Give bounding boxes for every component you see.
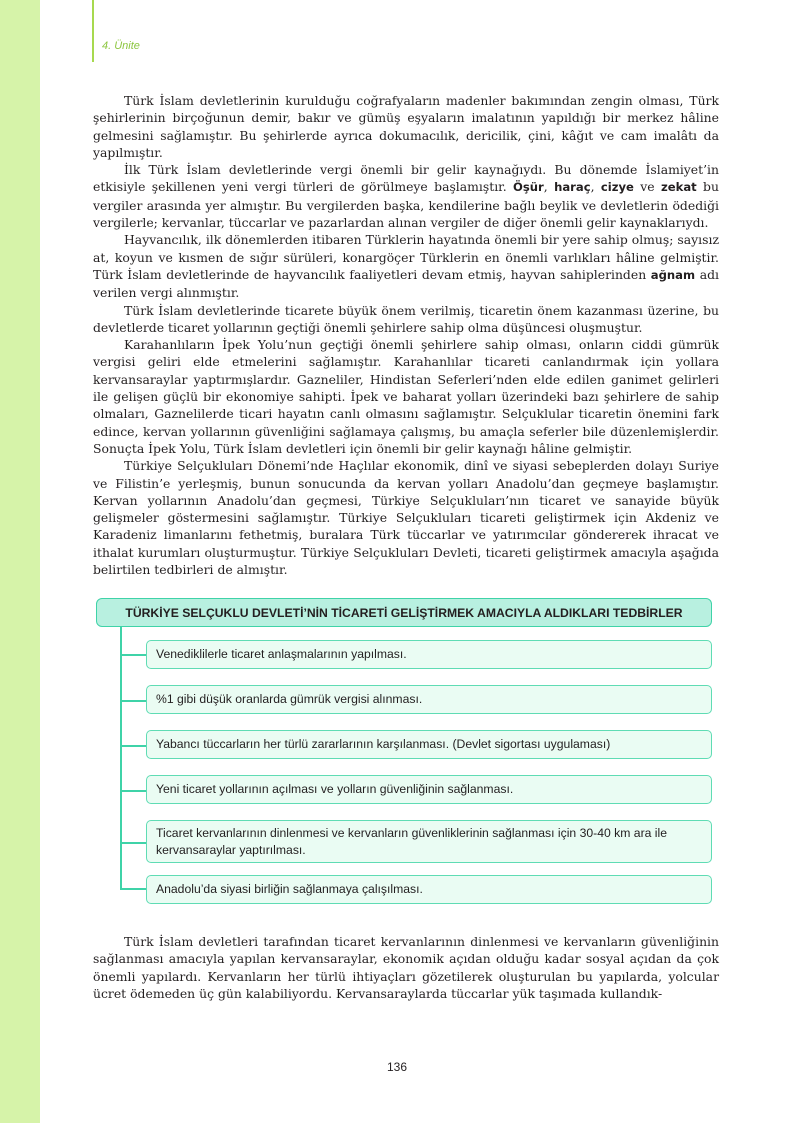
paragraph-karakhanids: Karahanlıların İpek Yolu’nun geçtiği önemli şehirlere sahip olması, onların ciddi gümrük vergisi geliri elde etmelerini sağlamıştır. Karahanlılar ticareti canlandırmak için yollara kervansaraylar yaptırmışlardır. Gazneliler, Hindistan Seferleri’nden elde edilen ganimet gelirleri ile gelişen güçlü bir ekonomiye sahipti. İpek ve baharat yolları üzerindeki bazı şehirlere de sahip olmaları, Gaznelilerde ticari hayatın canlı olmasını sağlamıştır. Selçuklular ticaretin önemini fark edince, kervan yollarının güvenliğini sağlamaya çalışmış, bu amaçla seferler bile düzenlemişlerdir. Sonuçta İpek Yolu, Türk İslam devletleri için önemli bir gelir kaynağı hâline gelmiştir. — [93, 337, 719, 456]
paragraph-trade: Türk İslam devletlerinde ticarete büyük önem verilmiş, ticaretin önem kazanması üzerine, bu devletlerde ticaret yollarının geçtiği önemli şehirlere sahip olma düşüncesi oluşmuştur. — [93, 302, 719, 335]
text-segment: ve — [633, 179, 661, 195]
term-cizye: cizye — [600, 180, 634, 195]
tree-connector-line — [120, 626, 122, 888]
measure-item: Yabancı tüccarların her türlü zararlarının karşılanması. (Devlet sigortası uygulaması) — [146, 730, 712, 759]
measure-item: Venediklilerle ticaret anlaşmalarının yapılması. — [146, 640, 712, 669]
header-divider-line — [92, 0, 94, 62]
closing-text — [93, 933, 719, 1002]
term-zekat: zekat — [661, 180, 697, 195]
paragraph-caravanserais: Türk İslam devletleri tarafından ticaret kervanlarının dinlenmesi ve kervanların güvenliğinin sağlanması amacıyla yapılan kervansaraylar, ekonomik açıdan olduğu kadar sosyal açıdan da çok önemli yapılardı. Kervanların her türlü ihtiyaçları gözetilerek oluşturulan bu yapılarda, yolcular ücret ödemeden üç gün kalabiliyordu. Kervansaraylarda tüccarlar yük taşımada kullandık- — [93, 934, 719, 1001]
tree-branch — [120, 654, 146, 656]
tree-branch — [120, 888, 146, 890]
measure-item: Ticaret kervanlarının dinlenmesi ve kervanların güvenliklerinin sağlanması için 30-40 km ara ile kervansaraylar yaptırılması. — [146, 820, 712, 863]
text-segment: , — [590, 179, 601, 195]
term-osur: Öşür — [513, 180, 544, 195]
text-segment: bu vergiler arasında yer almıştır. Bu vergilerden başka, kendilerine bağlı beylik ve devletlerin ödediği vergilerle; kervanlar, tüccarlar ve pazarlardan alınan vergiler de diğer önemli gelir kaynaklarıydı. — [93, 179, 719, 231]
text-segment: Hayvancılık, ilk dönemlerden itibaren Türklerin hayatında önemli bir yere sahip olmuş; sayısız at, koyun ve kısmen de sığır sürüleri, konargöçer Türklerin en önemli varlıkları hâline gelmiştir. Türk İslam devletlerinde de hayvancılık faaliyetleri devam etmiş, hayvan sahiplerinden — [93, 232, 719, 282]
text-segment: adı verilen vergi alınmıştır. — [93, 266, 719, 301]
main-text — [93, 92, 719, 578]
tree-branch — [120, 790, 146, 792]
paragraph-mining: Türk İslam devletlerinin kurulduğu coğrafyaların madenler bakımından zengin olması, Türk şehirlerinin birçoğunun demir, bakır ve gümüş eşyaların imalatının yapıldığı bir merkez hâline gelmesini sağlamıştır. Bu şehirlerde ayrıca dokumacılık, dericilik, çini, kâğıt ve cam imalâtı da yapılmıştır. — [93, 93, 719, 160]
term-harac: haraç — [554, 180, 591, 195]
tree-branch — [120, 700, 146, 702]
page-number: 136 — [386, 1060, 408, 1074]
term-agnam: ağnam — [650, 267, 696, 282]
measure-item: Anadolu’da siyasi birliğin sağlanmaya çalışılması. — [146, 875, 712, 904]
tree-branch — [120, 745, 146, 747]
side-color-strip — [0, 0, 40, 1123]
measures-title: TÜRKİYE SELÇUKLU DEVLETİ’NİN TİCARETİ GELİŞTİRMEK AMACIYLA ALDIKLARI TEDBİRLER — [96, 598, 712, 627]
paragraph-taxes — [93, 161, 719, 231]
paragraph-livestock — [93, 231, 719, 301]
unit-label: 4. Ünite — [102, 40, 140, 52]
text-segment: İlk Türk İslam devletlerinde vergi önemli bir gelir kaynağıydı. Bu dönemde İslamiyet’in etkisiyle şekillenen yeni vergi türleri de görülmeye başlamıştır. — [93, 162, 719, 195]
paragraph-seljuks: Türkiye Selçukluları Dönemi’nde Haçlılar ekonomik, dinî ve siyasi sebeplerden dolayı Suriye ve Filistin’e yerleşmiş, bunun sonucunda da kervan yolları Anadolu’dan geçmeye başlamıştır. Kervan yollarının Anadolu’dan geçmesi, Türkiye Selçukluları’nın ticaret ve sanayide büyük gelişmeler göstermesini sağlamıştır. Türkiye Selçukluları ticareti geliştirmek için Akdeniz ve Karadeniz limanlarını fethetmiş, buralara Türk tüccarlar ve yatırımcılar göndererek ihracat ve ithalat kurumları oluşturmuştur. Türkiye Selçukluları Devleti, ticareti geliştirmek amacıyla aşağıda belirtilen tedbirleri de almıştır. — [93, 458, 719, 578]
measure-item: Yeni ticaret yollarının açılması ve yolların güvenliğinin sağlanması. — [146, 775, 712, 804]
text-segment: , — [543, 179, 555, 195]
measure-item: %1 gibi düşük oranlarda gümrük vergisi alınması. — [146, 685, 712, 714]
tree-branch — [120, 842, 146, 844]
